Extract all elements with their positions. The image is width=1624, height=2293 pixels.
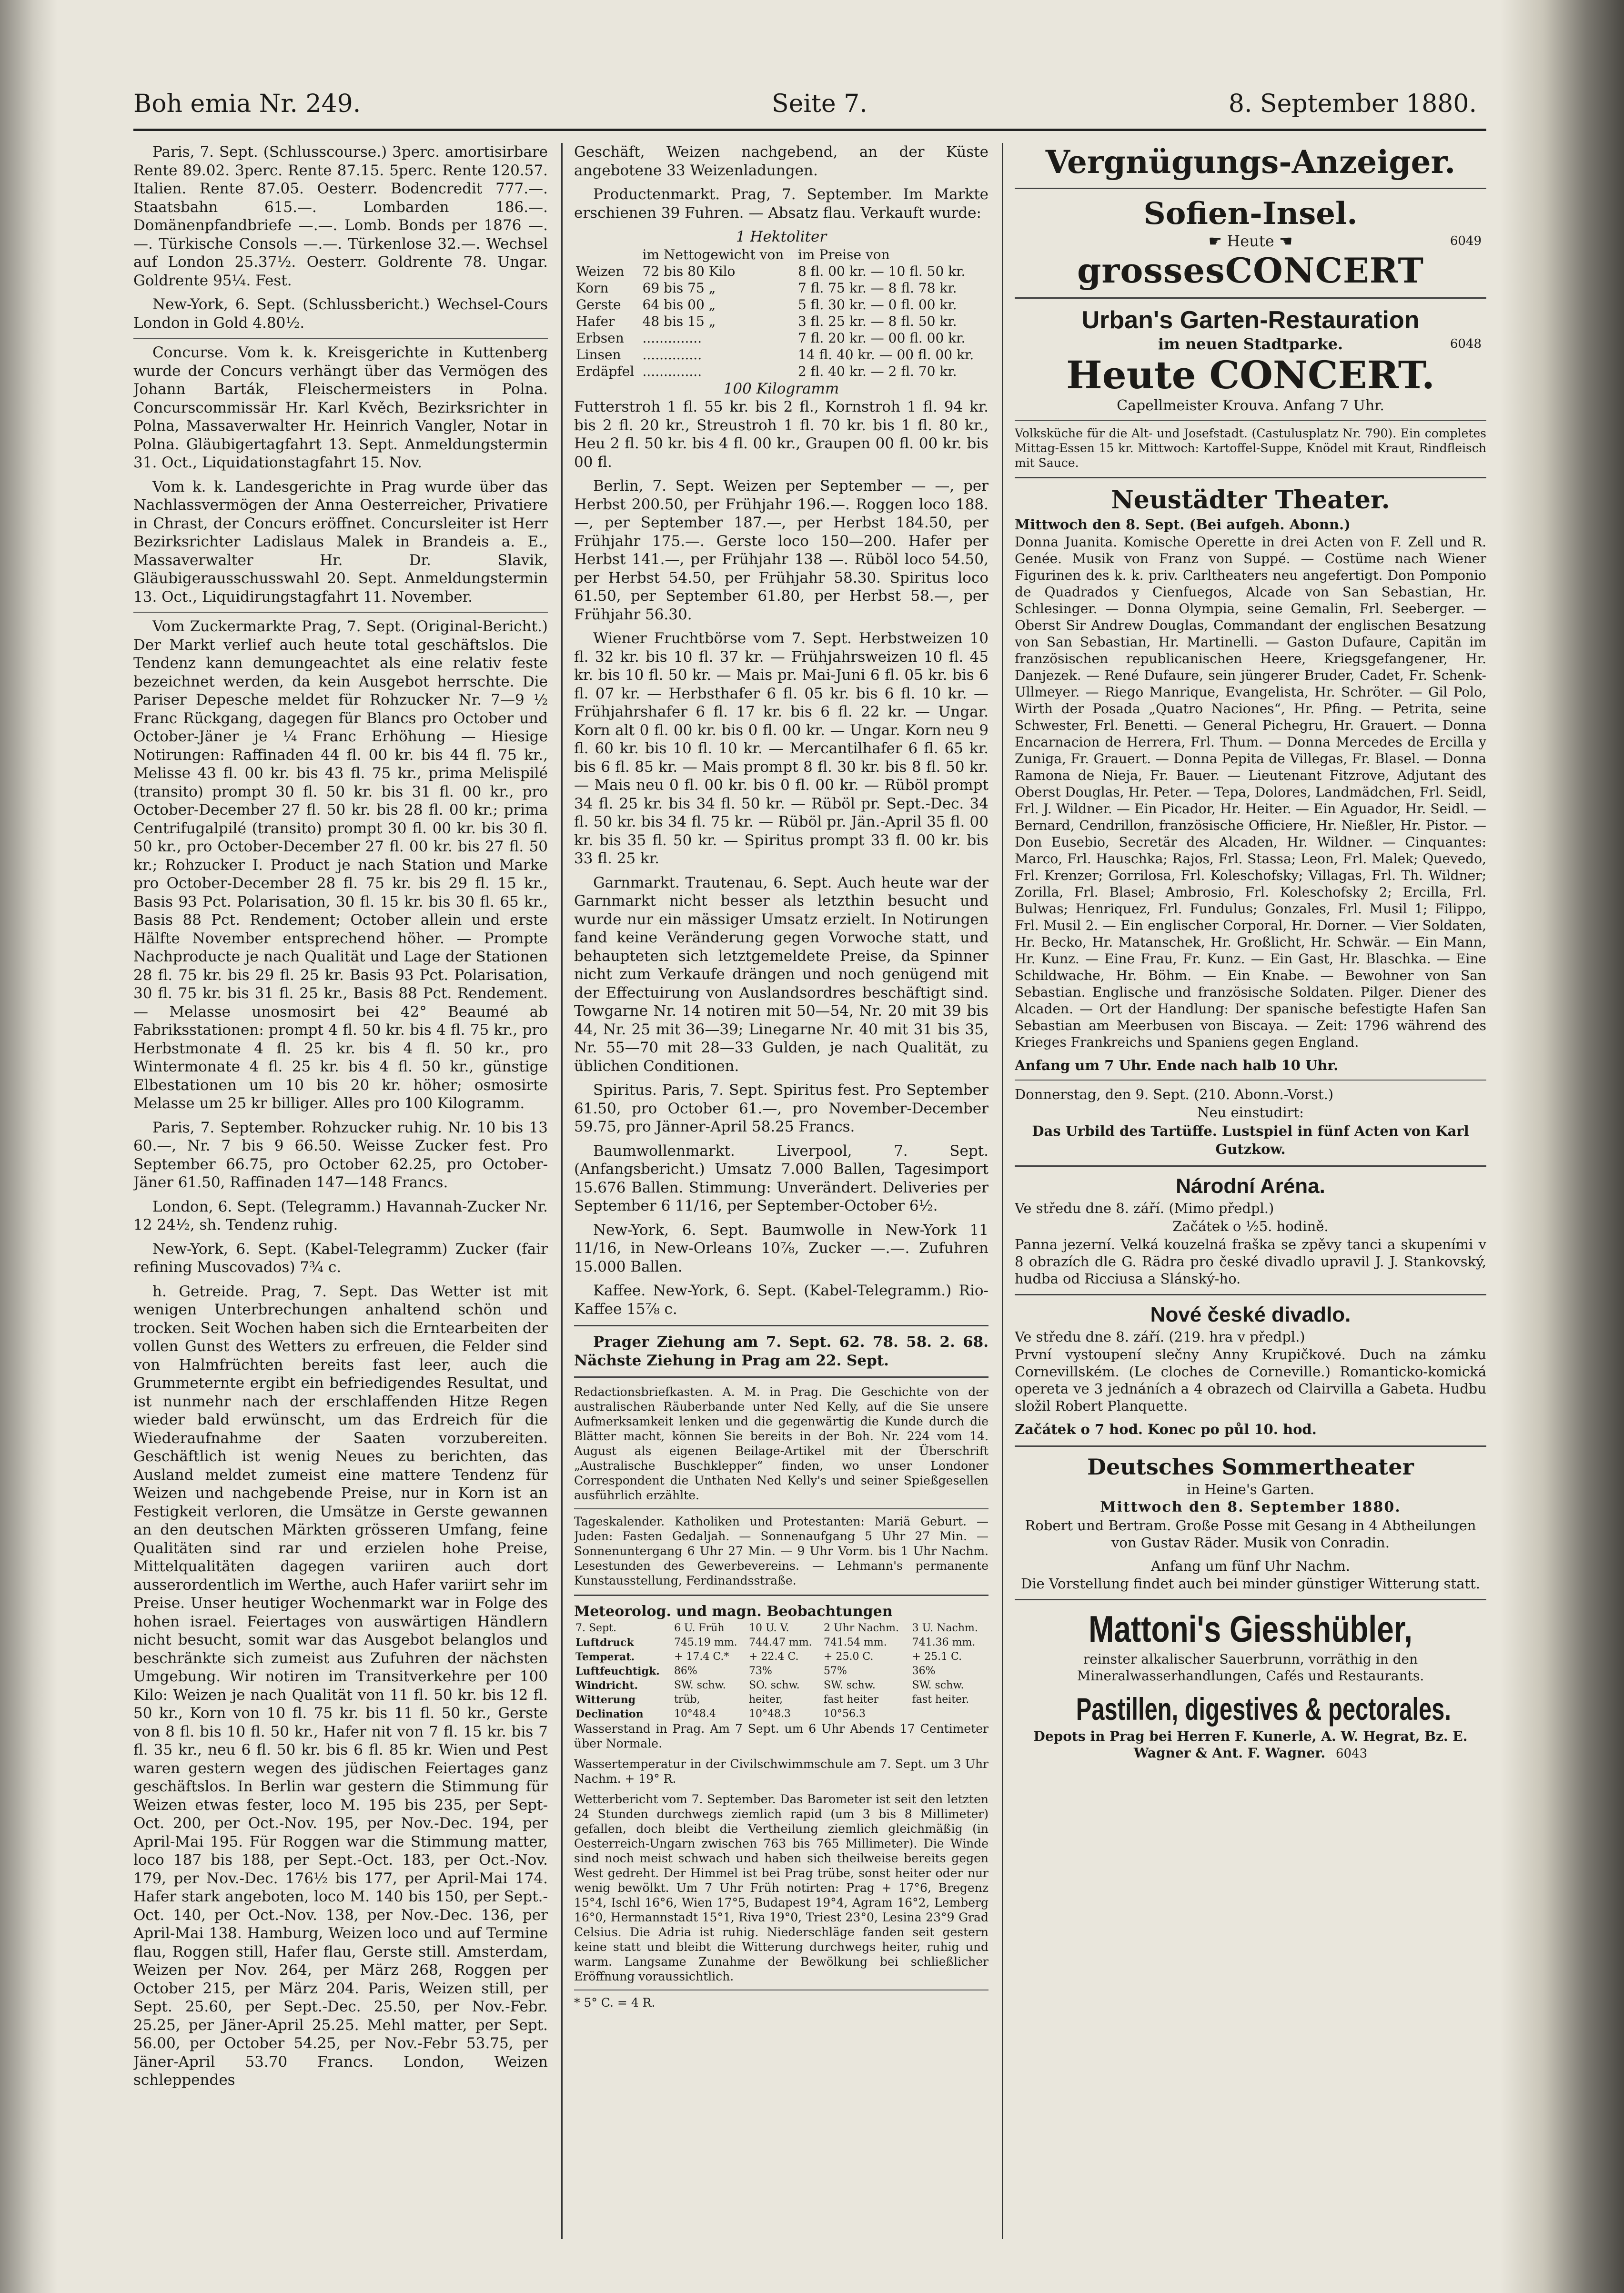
theater-next-play: Das Urbild des Tartüffe. Lustspiel in fünf Acten von Karl Gutzkow. xyxy=(1032,1122,1469,1157)
cell: 7. Sept. xyxy=(575,1622,616,1634)
cell: 57% xyxy=(824,1665,847,1677)
kaffee: Kaffee. New-York, 6. Sept. (Kabel-Telegramm.) Rio-Kaffee 15⅞ c. xyxy=(574,1282,989,1318)
redactionsbriefkasten: Redactionsbriefkasten. A. M. in Prag. Die Geschichte von der australischen Räuberbande unter Ned Kelly, auf die Sie unsere Aufmerksamkeit lenken und die gegenwärtig die Kunde durch die Blätter macht, können Sie bereits in der Boh. Nr. 224 vom 14. August als eigenen Beilage-Artikel mit der Überschrift „Australische Buschklepper“ finden, wo unser Londoner Correspondent die Unthaten Ned Kelly's und seiner Spießgesellen ausführlich erzählte. xyxy=(574,1385,989,1502)
cell: SW. schw. xyxy=(824,1679,876,1691)
spiritus: Spiritus. Paris, 7. Sept. Spiritus fest. Pro September 61.50, pro October 61.—, pro November-December 59.75, pro Jänner-April 58.25 Francs. xyxy=(574,1081,989,1135)
divider xyxy=(1015,1165,1486,1167)
cell: Luftdruck xyxy=(575,1636,634,1649)
cell: .............. xyxy=(642,363,702,379)
meteo-title: Meteorolog. und magn. Beobachtungen xyxy=(574,1603,893,1620)
divider xyxy=(574,1376,989,1378)
heute-concert: Heute CONCERT. xyxy=(1066,353,1435,397)
cell: 745.19 mm. xyxy=(674,1636,737,1648)
column-3 xyxy=(1015,143,1486,2239)
table-row xyxy=(574,280,989,296)
cell: Weizen xyxy=(576,263,625,279)
table-row xyxy=(574,1650,989,1664)
theater-next-label: Neu einstudirt: xyxy=(1197,1104,1304,1121)
cell: Linsen xyxy=(576,346,621,363)
column-2 xyxy=(574,143,989,2239)
cell: 5 fl. 30 kr. — 0 fl. 00 kr. xyxy=(797,296,957,313)
cell: 48 bis 15 „ xyxy=(642,313,716,329)
volkskueche: Volksküche für die Alt- und Josefstadt. (Castulusplatz Nr. 790). Ein completes Mittag-Essen 15 kr. Mittwoch: Kartoffel-Suppe, Knödel mit Kraut, Rindfleisch mit Sauce. xyxy=(1015,426,1486,470)
divider xyxy=(1015,1445,1486,1447)
table-row xyxy=(574,263,989,280)
divider xyxy=(1015,1294,1486,1295)
column-rule-1 xyxy=(561,143,563,2239)
table-row xyxy=(574,1621,989,1636)
arena-date: Ve středu dne 8. září. (Mimo předpl.) xyxy=(1015,1200,1274,1216)
cell: Gerste xyxy=(576,296,621,313)
nove-divadlo-title: Nové české divadlo. xyxy=(1150,1303,1351,1326)
cell: + 25.1 C. xyxy=(912,1650,962,1663)
narodni-arena-title: Národní Aréna. xyxy=(1176,1174,1325,1198)
cell: 7 fl. 20 kr. — 00 fl. 00 kr. xyxy=(797,330,966,346)
table-row xyxy=(574,330,989,346)
theater-date: Mittwoch den 8. Sept. (Bei aufgeh. Abonn.) xyxy=(1015,516,1351,533)
price-table xyxy=(574,246,989,380)
cell: 10 U. V. xyxy=(748,1622,789,1634)
divadlo-time: Začátek o 7 hod. Konec po půl 10. hod. xyxy=(1015,1421,1317,1437)
ad-number: 6043 xyxy=(1335,1747,1368,1761)
divider xyxy=(1015,1599,1486,1600)
column-rule-2 xyxy=(1002,143,1003,2239)
ad-number: 6048 xyxy=(1450,336,1482,351)
divider xyxy=(574,1508,989,1509)
cell: 3 U. Nachm. xyxy=(912,1622,978,1634)
divider xyxy=(1015,1080,1486,1081)
table-row xyxy=(574,1707,989,1721)
cell: 10°48.4 xyxy=(674,1707,716,1720)
cell: 2 fl. 40 kr. — 2 fl. 70 kr. xyxy=(797,363,957,379)
mattoni-pastillen: Pastillen, digestives & pectorales. xyxy=(1076,1691,1451,1727)
newyork-zucker: New-York, 6. Sept. (Kabel-Telegramm) Zucker (fair refining Muscovados) 7¾ c. xyxy=(133,1240,548,1276)
table-row xyxy=(574,1693,989,1707)
paris-course: Paris, 7. Sept. (Schlusscourse.) 3perc. amortisirbare Rente 89.02. 3perc. Rente 87.15. 5perc. Rente 120.57. Italien. Rente 87.05. Oesterr. Bodencredit 777.—. Staatsbahn 615.—. Lombarden 186.—. Domänenpfandbriefe —.—. Lomb. Bonds per 1876 —.—. Türkische Consols —.—. Türkenlose 32.—. Wechsel auf London 25.37½. Oesterr. Goldrente 78. Ungar. Goldrente 95¼. Fest. xyxy=(133,143,548,289)
cell: Luftfeuchtigk. xyxy=(575,1665,660,1677)
amusement-guide-title: Vergnügungs-Anzeiger. xyxy=(1045,143,1456,181)
cell: 36% xyxy=(912,1665,936,1677)
divadlo-program: První vystoupení slečny Anny Krupičkové. Duch na zámku Cornevillském. (Le cloches de Corneville.) Romanticko-komická opereta ve 3 jednáních a 4 obrazech od Clairvilla a Gabeta. Hudbu složil Robert Planquette. xyxy=(1015,1346,1486,1414)
divider xyxy=(574,1595,989,1596)
theater-next-date: Donnerstag, den 9. Sept. (210. Abonn.-Vorst.) xyxy=(1015,1086,1334,1102)
cell: SW. schw. xyxy=(674,1679,726,1691)
stroh-prices: Futterstroh 1 fl. 55 kr. bis 2 fl., Kornstroh 1 fl. 94 kr. bis 2 fl. 20 kr., Streustroh 1 fl. 70 kr. bis 1 fl. 80 kr., Heu 2 fl. 50 kr. bis 4 fl. 00 kr., Graupen 00 fl. 00 kr. bis 00 fl. xyxy=(574,398,989,471)
tageskalender: Tageskalender. Katholiken und Protestanten: Mariä Geburt. — Juden: Fasten Gedaljah. — Sonnenaufgang 5 Uhr 27 Min. — Sonnenuntergang 6 Uhr 27 Min. — 9 Uhr Vorm. bis 1 Uhr Nachm. Lesestunden des Gewerbevereins. — Lehmann's permanente Kunstausstellung, Ferdinandsstraße. xyxy=(574,1515,989,1587)
table-head-weight: im Nettogewicht von xyxy=(642,246,784,263)
table-row xyxy=(574,313,989,330)
footnote: * 5° C. = 4 R. xyxy=(574,1995,656,2010)
newyork-course: New-York, 6. Sept. (Schlussbericht.) Wechsel-Cours London in Gold 4.80½. xyxy=(133,296,548,332)
cell: trüb, xyxy=(674,1693,700,1706)
cell: 741.54 mm. xyxy=(824,1636,887,1648)
mattoni-depots xyxy=(1015,1728,1486,1762)
urban-sub xyxy=(1015,335,1486,354)
sommertheater-sub: in Heine's Garten. xyxy=(1187,1481,1314,1497)
cell: 72 bis 80 Kilo xyxy=(642,263,736,279)
sommertheater-title: Deutsches Sommertheater xyxy=(1087,1454,1414,1480)
cell: .............. xyxy=(642,330,702,346)
divider xyxy=(1015,420,1486,421)
cell: 8 fl. 00 kr. — 10 fl. 50 kr. xyxy=(797,263,966,279)
mattoni-title: Mattoni's Giesshübler, xyxy=(1089,1608,1412,1650)
price-table-caption: 1 Hektoliter xyxy=(736,228,827,245)
newyork-baumwolle: New-York, 6. Sept. Baumwolle in New-York 11 11/16, in New-Orleans 10⅞, Zucker —.—. Zufuhren 15.000 Ballen. xyxy=(574,1221,989,1275)
neustaedter-theater-title: Neustädter Theater. xyxy=(1111,485,1390,515)
theater-time: Anfang um 7 Uhr. Ende nach halb 10 Uhr. xyxy=(1015,1057,1339,1073)
divider xyxy=(574,1325,989,1326)
mattoni-sub: reinster alkalischer Sauerbrunn, vorräthig in den Mineralwasserhandlungen, Cafés und Restaurants. xyxy=(1077,1651,1424,1684)
prager-ziehung: Prager Ziehung am 7. Sept. 62. 78. 58. 2. 68. Nächste Ziehung in Prag am 22. Sept. xyxy=(574,1333,989,1369)
paris-zucker: Paris, 7. September. Rohzucker ruhig. Nr. 10 bis 13 60.—, Nr. 7 bis 9 66.50. Weisse Zucker fest. Pro September 66.75, pro October 62.25, pro October-Jäner 61.50, Raffinaden 147—148 Francs. xyxy=(133,1119,548,1191)
table-row xyxy=(574,1678,989,1693)
theater-program: Donna Juanita. Komische Operette in drei Acten von F. Zell und R. Genée. Musik von Franz von Suppé. — Costüme nach Wiener Figurinen des k. k. priv. Carltheaters neu angefertigt. Don Pomponio de Quadrados y Cienfuegos, Alcade von San Sebastian, Hr. Schlesinger. — Donna Olympia, seine Gemalin, Frl. Seeberger. — Oberst Sir Andrew Douglas, Commandant der englischen Besatzung von San Sebastian, Hr. Martinelli. — Gaston Dufaure, Capitän im französischen republicanischen Heere, Kriegsgefangener, Hr. Danjezek. — René Dufaure, sein jüngerer Bruder, Cadet, Fr. Schenk-Ullmeyer. — Riego Manrique, Evangelista, Hr. Schröter. — Gil Polo, Wirth der Posada „Quatro Naciones“, Hr. Pfing. — Petrita, seine Schwester, Frl. Benetti. — General Pichegru, Hr. Grauert. — Donna Encarnacion de Herrera, Frl. Thum. — Donna Mercedes de Ercilla y Zuniga, Fr. Grauert. — Donna Pepita de Villegas, Fr. Blasel. — Donna Ramona de Nieja, Fr. Bauer. — Lieutenant Fitzrove, Adjutant des Oberst Douglas, Hr. Peter. — Tepa, Dolores, Landmädchen, Frl. Seidl, Frl. J. Wildner. — Ein Picador, Hr. Heiter. — Ein Aguador, Hr. Seidl. — Bernard, Cendrillon, französische Officiere, Hr. Nießler, Hr. Pistor. — Don Eusebio, Secretär des Alcaden, Hr. Wildner. — Cinquantes: Marco, Frl. Hauschka; Rajos, Frl. Stassa; Leon, Frl. Malek; Quevedo, Frl. Krenzer; Gorrilosa, Frl. Koleschofsky; Villagas, Frl. Th. Wildner; Zorilla, Frl. Blasel; Ambrosio, Frl. Koleschofsky 2; Ercilla, Frl. Bulwas; Henriquez, Frl. Fundulus; Gonzales, Frl. Musil 1; Filippo, Frl. Musil 2. — Ein englischer Corporal, Hr. Dorner. — Vier Soldaten, Hr. Becko, Hr. Matanschek, Hr. Großlicht, Hr. Schwär. — Ein Mann, Hr. Kunz. — Eine Frau, Fr. Kunz. — Ein Gast, Hr. Blaschka. — Eine Schildwache, Hr. Böhm. — Ein Knabe. — Bewohner von San Sebastian. Englische und französische Soldaten. Pilger. Diener des Alcaden. — Ort der Handlung: Der spanische befestigte Hafen San Sebastian am Meerbusen von Biscaya. — Zeit: 1796 während des Krieges Frankreichs und Spaniens gegen England. xyxy=(1015,534,1486,1050)
header-center: Seite 7. xyxy=(772,90,867,118)
grosses-concert: grossesCONCERT xyxy=(1077,250,1424,291)
price-table-head xyxy=(574,246,989,263)
table-row xyxy=(574,296,989,313)
divider xyxy=(1015,297,1486,299)
baumwolle: Baumwollenmarkt. Liverpool, 7. Sept. (Anfangsbericht.) Umsatz 7.000 Ballen, Tagesimport 15.676 Ballen. Stimmung: Unverändert. Deliveries per September 6 11/16, per September-October 6½. xyxy=(574,1142,989,1214)
table-head-price: im Preise von xyxy=(797,246,890,263)
wetterbericht: Wetterbericht vom 7. September. Das Barometer ist seit den letzten 24 Stunden durchwegs ziemlich rapid (um 3 bis 8 Millimeter) gefallen, doch bleibt die Vertheilung ziemlich gleichmäßig (in Oesterreich-Ungarn zwischen 763 bis 765 Millimeter). Die Winde sind noch meist schwach und haben sich theilweise bereits gegen West gedreht. Der Himmel ist bei Prag trübe, sonst heiter oder nur wenig bewölkt. Um 7 Uhr Früh notirten: Prag + 17°6, Bregenz 15°4, Ischl 16°6, Wien 17°5, Budapest 19°4, Agram 16°2, Lemberg 16°0, Hermannstadt 15°1, Riva 19°0, Triest 23°0, Lesina 23°9 Grad Celsius. Die Adria ist ruhig. Niederschläge fanden seit gestern keine statt und bleibt die Witterung durchwegs heiter, ruhig und warm. Langsame Zunahme der Bewölkung bei schließlicher Eröffnung voraussichtlich. xyxy=(574,1792,989,1983)
concurse-1: Concurse. Vom k. k. Kreisgerichte in Kuttenberg wurde der Concurs verhängt über das Vermögen des Johann Barták, Fleischermeisters in Polna. Concurscommissär Hr. Karl Kvěch, Bezirksrichter in Polna, Massaverwalter Hr. Heinrich Vangler, Notar in Polna. Gläubigertagfahrt 13. Sept. Anmeldungstermin 31. Oct., Liquidationstagfahrt 15. Nov. xyxy=(133,344,548,471)
london-zucker: London, 6. Sept. (Telegramm.) Havannah-Zucker Nr. 12 24½, sh. Tendenz ruhig. xyxy=(133,1198,548,1233)
wasserstand: Wasserstand in Prag. Am 7 Sept. um 6 Uhr Abends 17 Centimeter über Normale. xyxy=(574,1721,989,1750)
price-table-foot: 100 Kilogramm xyxy=(723,380,839,397)
heute-label: Heute xyxy=(1227,232,1274,250)
table-row xyxy=(574,346,989,363)
cell: + 25.0 C. xyxy=(824,1650,874,1663)
sofien-heute xyxy=(1015,232,1486,251)
sofien-insel-title: Sofien-Insel. xyxy=(1143,196,1358,232)
concurse-2: Vom k. k. Landesgerichte in Prag wurde über das Nachlassvermögen der Anna Oesterreicher, Privatiere in Chrast, der Concurs eröffnet. Concursleiter ist Herr Bezirksrichter Ladislaus Malek in Brandeis a. E., Massaverwalter Hr. Dr. Slavik, Gläubigerausschusswahl 20. Sept. Anmeldungstermin 13. Oct., Liquidirungstagfahrt 11. November. xyxy=(133,478,548,606)
divider xyxy=(133,338,548,339)
cell: 73% xyxy=(748,1665,772,1677)
cell: 6 U. Früh xyxy=(674,1622,725,1634)
cell: fast heiter xyxy=(824,1693,879,1706)
cell: Temperat. xyxy=(575,1650,635,1663)
cell: heiter, xyxy=(748,1693,783,1706)
berlin: Berlin, 7. Sept. Weizen per September — —, per Herbst 200.50, per Frühjahr 196.—. Roggen loco 188.—, per September 187.—, per Herbst 184.50, per Frühjahr 175.—. Gerste loco 150—200. Hafer per Herbst 141.—, per Frühjahr 138 —. Rüböl loco 54.50, per Herbst 54.50, per Frühjahr 58.30. Spiritus loco 61.50, per September 61.80, per Herbst 58.—, per Frühjahr 56.30. xyxy=(574,477,989,623)
cell: 3 fl. 25 kr. — 8 fl. 50 kr. xyxy=(797,313,957,329)
cell: fast heiter. xyxy=(912,1693,969,1706)
urban-title: Urban's Garten-Restauration xyxy=(1081,306,1420,334)
cell: Hafer xyxy=(576,313,615,329)
sommertheater-program: Robert und Bertram. Große Posse mit Gesang in 4 Abtheilungen von Gustav Räder. Musik von Conradin. xyxy=(1025,1517,1476,1551)
cell: SW. schw. xyxy=(912,1679,964,1691)
wiener-fruchtboerse: Wiener Fruchtbörse vom 7. Sept. Herbstweizen 10 fl. 32 kr. bis 10 fl. 37 kr. — Frühjahrsweizen 10 fl. 45 kr. bis 10 fl. 50 kr. — Mais pr. Mai-Juni 6 fl. 05 kr. bis 6 fl. 07 kr. — Herbsthafer 6 fl. 05 kr. bis 6 fl. 10 kr. — Frühjahrshafer 6 fl. 17 kr. bis 6 fl. 22 kr. — Ungar. Korn alt 0 fl. 00 kr. bis 0 fl. 00 kr. — Ungar. Korn neu 9 fl. 60 kr. bis 10 fl. 10 kr. — Mercantilhafer 6 fl. 65 kr. bis 6 fl. 85 kr. — Mais prompt 8 fl. 30 kr. bis 8 fl. 50 kr. — Mais neu 0 fl. 00 kr. bis 0 fl. 00 kr. — Rüböl prompt 34 fl. 25 kr. bis 34 fl. 50 kr. — Rüböl pr. Sept.-Dec. 34 fl. 50 kr. bis 34 fl. 75 kr. — Rüböl pr. Jän.-April 35 fl. 00 kr. bis 35 fl. 50 kr. — Spiritus prompt 33 fl. 00 kr. bis 33 fl. 25 kr. xyxy=(574,630,989,867)
cell: 10°48.3 xyxy=(748,1707,791,1720)
table-row xyxy=(574,1664,989,1678)
ad-number: 6049 xyxy=(1450,234,1482,248)
cell: + 17.4 C.* xyxy=(674,1650,729,1663)
divider xyxy=(133,612,548,613)
cell: 744.47 mm. xyxy=(748,1636,812,1648)
arena-program: Panna jezerní. Velká kouzelná fraška se zpěvy tanci a skupeními v 8 obrazích dle G. Rädra pro české divadlo upravil J. J. Stankovský, hudba od Ricciusa a Slánský-ho. xyxy=(1015,1236,1486,1287)
divider xyxy=(1015,188,1486,189)
page-header xyxy=(133,81,1486,131)
getreide: h. Getreide. Prag, 7. Sept. Das Wetter ist mit wenigen Unterbrechungen anhaltend schön und trocken. Seit Wochen haben sich die Erntearbeiten der vollen Gunst des Wetters zu erfreuen, die Felder sind von Halmfrüchten bereits fast leer, auch die Grummeternte ergibt ein befriedigendes Resultat, und ist nunmehr nach der erschlaffenden Hitze Regen wieder bald erwünscht, um das Erdreich für die Wiederaufnahme der Saaten vorzubereiten. Geschäftlich ist wenig Neues zu berichten, das Ausland meldet zumeist eine mattere Tendenz für Weizen und nachgebende Preise, nur in Korn ist an Festigkeit verloren, die Umsätze in Gerste gewannen an den deutschen Märkten grösseren Umfang, feine Qualitäten sind rar und erzielen hohe Preise, Mittelqualitäten dagegen variiren auch dort ausserordentlich im Werthe, auch Hafer variirt sehr im Preise. Unser heutiger Wochenmarkt war in Folge des hohen israel. Feiertages von auswärtigen Händlern nicht besucht, somit war das Ausgebot belanglos und beschränkte sich zumeist aus Zufuhren der nächsten Umgebung. Wir notiren im Transitverkehre per 100 Kilo: Weizen je nach Qualität von 11 fl. 50 kr. bis 12 fl. 50 kr., Korn von 10 fl. 75 kr. bis 11 fl. 50 kr., Gerste von 8 fl. bis 10 fl. 50 kr., Hafer nit von 7 fl. 15 kr. bis 7 fl. 35 kr., neu 6 fl. 50 kr. bis 6 fl. 85 kr. Wien und Pest waren gestern wegen des jüdischen Feiertages ganz geschäftslos. In Berlin war gestern die Stimmung für Weizen etwas fester, loco M. 195 bis 235, per Sept-Oct. 200, per Oct.-Nov. 195, per Nov.-Dec. 194, per April-Mai 195. Für Roggen war die Stimmung matter, loco 187 bis 188, per Sept.-Oct. 183, per Oct.-Nov. 179, per Nov.-Dec. 176½ bis 177, per April-Mai 174. Hafer stark angeboten, loco M. 140 bis 150, per Sept.-Oct. 140, per Oct.-Nov. 138, per Nov.-Dec. 136, per April-Mai 138. Hamburg, Weizen loco und auf Termine flau, Roggen still, Hafer flau, Gerste still. Amsterdam, Weizen per Nov. 264, per März 268, Roggen per October 215, per März 204. Paris, Weizen still, per Sept. 25.60, per Sept.-Dec. 25.50, per Nov.-Febr. 25.25, per Jäner-April 25.25. Mehl matter, per Sept. 56.00, per October 54.25, per Nov.-Febr 53.75, per Jäner-April 53.70 Francs. London, Weizen schleppendes xyxy=(133,1283,548,2089)
wassertemperatur: Wassertemperatur in der Civilschwimmschule am 7. Sept. um 3 Uhr Nachm. + 19° R. xyxy=(574,1757,989,1786)
urban-location: im neuen Stadtparke. xyxy=(1158,334,1343,353)
header-right: 8. September 1880. xyxy=(1228,90,1477,118)
divadlo-date: Ve středu dne 8. září. (219. hra v předpl.) xyxy=(1015,1328,1305,1345)
cell xyxy=(911,1707,989,1721)
cell: Windricht. xyxy=(575,1679,638,1692)
productenmarkt: Productenmarkt. Prag, 7. September. Im Markte erschienen 39 Fuhren. — Absatz flau. Verkauft wurde: xyxy=(574,186,989,222)
sommertheater-date: Mittwoch den 8. September 1880. xyxy=(1100,1499,1401,1515)
sommertheater-time: Anfang um fünf Uhr Nachm. xyxy=(1150,1557,1351,1574)
column-1 xyxy=(133,143,548,2239)
header-left: Boh emia Nr. 249. xyxy=(133,90,361,118)
cell: SO. schw. xyxy=(748,1679,800,1691)
scan-shadow-right xyxy=(1500,0,1624,2293)
pointing-hand-icon: ☛ xyxy=(1208,232,1227,250)
table-row xyxy=(574,363,989,380)
table-row xyxy=(574,1636,989,1650)
meteo-table xyxy=(574,1621,989,1721)
urban-time: Capellmeister Krouva. Anfang 7 Uhr. xyxy=(1117,397,1384,414)
scan-shadow-left xyxy=(0,0,57,2293)
cell: 86% xyxy=(674,1665,697,1677)
cell: Erbsen xyxy=(576,330,624,346)
divider xyxy=(1015,477,1486,478)
arena-start: Začátek o ½5. hodině. xyxy=(1172,1218,1329,1234)
cell: Erdäpfel xyxy=(576,363,635,379)
cell: Declination xyxy=(575,1707,644,1720)
cell: Korn xyxy=(576,280,609,296)
cell: 2 Uhr Nachm. xyxy=(824,1622,899,1634)
newspaper-page xyxy=(133,81,1486,2253)
cell: 10°56.3 xyxy=(824,1707,866,1720)
garnmarkt: Garnmarkt. Trautenau, 6. Sept. Auch heute war der Garnmarkt nicht besser als letzthin besucht und wurde nur ein mässiger Umsatz erzielt. In Notirungen fand keine Veränderung gegen Vorwoche statt, und behaupteten sich letztgemeldete Preise, da Spinner nicht zum Verkaufe drängen und noch genügend mit der Effectuirung von Auslandsordres beschäftigt sind. Towgarne Nr. 14 notiren mit 50—54, Nr. 20 mit 39 bis 44, Nr. 25 mit 36—39; Linegarne Nr. 40 mit 31 bis 35, Nr. 55—70 mit 28—33 Gulden, je nach Qualität, zu üblichen Conditionen. xyxy=(574,874,989,1075)
cell: 741.36 mm. xyxy=(912,1636,976,1648)
cell: 69 bis 75 „ xyxy=(642,280,716,296)
london-weizen: Geschäft, Weizen nachgebend, an der Küste angebotene 33 Weizenladungen. xyxy=(574,143,989,179)
cell: .............. xyxy=(642,346,702,363)
mattoni-depots-text: Depots in Prag bei Herren F. Kunerle, A. W. Hegrat, Bz. E. Wagner & Ant. F. Wagner. xyxy=(1033,1728,1468,1761)
cell: 64 bis 00 „ xyxy=(642,296,716,313)
pointing-hand-icon: ☚ xyxy=(1274,232,1293,250)
cell: 7 fl. 75 kr. — 8 fl. 78 kr. xyxy=(797,280,957,296)
cell: Witterung xyxy=(575,1693,635,1706)
zuckermarkt: Vom Zuckermarkte Prag, 7. Sept. (Original-Bericht.) Der Markt verlief auch heute total geschäftslos. Die Tendenz kann demungeachtet als eine relativ feste bezeichnet werden, da kein Ausgebot herrschte. Die Pariser Depesche meldet für Rohzucker Nr. 7—9 ½ Franc Rückgang, dagegen für Blancs pro October und October-Jäner je ¼ Franc Erhöhung — Hiesige Notirungen: Raffinaden 44 fl. 00 kr. bis 44 fl. 75 kr., Melisse 43 fl. 00 kr. bis 43 fl. 75 kr., prima Melispilé (transito) prompt 30 fl. 50 kr. bis 31 fl. 00 kr., pro October-December 27 fl. 50 kr. bis 28 fl. 00 kr.; prima Centrifugalpilé (transito) prompt 30 fl. 00 kr. bis 30 fl. 50 kr., pro October-December 27 fl. 00 kr. bis 27 fl. 50 kr.; Rohzucker I. Product je nach Station und Marke pro October-December 28 fl. 75 kr. bis 29 fl. 15 kr., Basis 93 Pct. Polarisation, 30 fl. 15 kr. bis 30 fl. 65 kr., Basis 88 Pct. Rendement; October allein und erste Hälfte November entsprechend höher. — Prompte Nachproducte je nach Qualität und Lage der Stationen 28 fl. 75 kr. bis 29 fl. 25 kr. Basis 93 Pct. Polarisation, 30 fl. 75 kr. bis 31 fl. 25 kr., Basis 88 Pct. Rendement. — Melasse unosmosirt bei 42° Beaumé ab Fabriksstationen: prompt 4 fl. 50 kr. bis 4 fl. 75 kr., pro Herbstmonate 4 fl. 25 kr. bis 4 fl. 50 kr., pro Wintermonate 4 fl. 25 kr. bis 4 fl. 50 kr., günstige Elbestationen um 10 bis 20 kr. höher; osmosirte Melasse um 25 kr billiger. Alles pro 100 Kilogramm. xyxy=(133,618,548,1112)
sommertheater-note: Die Vorstellung findet auch bei minder günstiger Witterung statt. xyxy=(1020,1576,1481,1592)
cell: 14 fl. 40 kr. — 00 fl. 00 kr. xyxy=(797,346,974,363)
cell: + 22.4 C. xyxy=(748,1650,799,1663)
